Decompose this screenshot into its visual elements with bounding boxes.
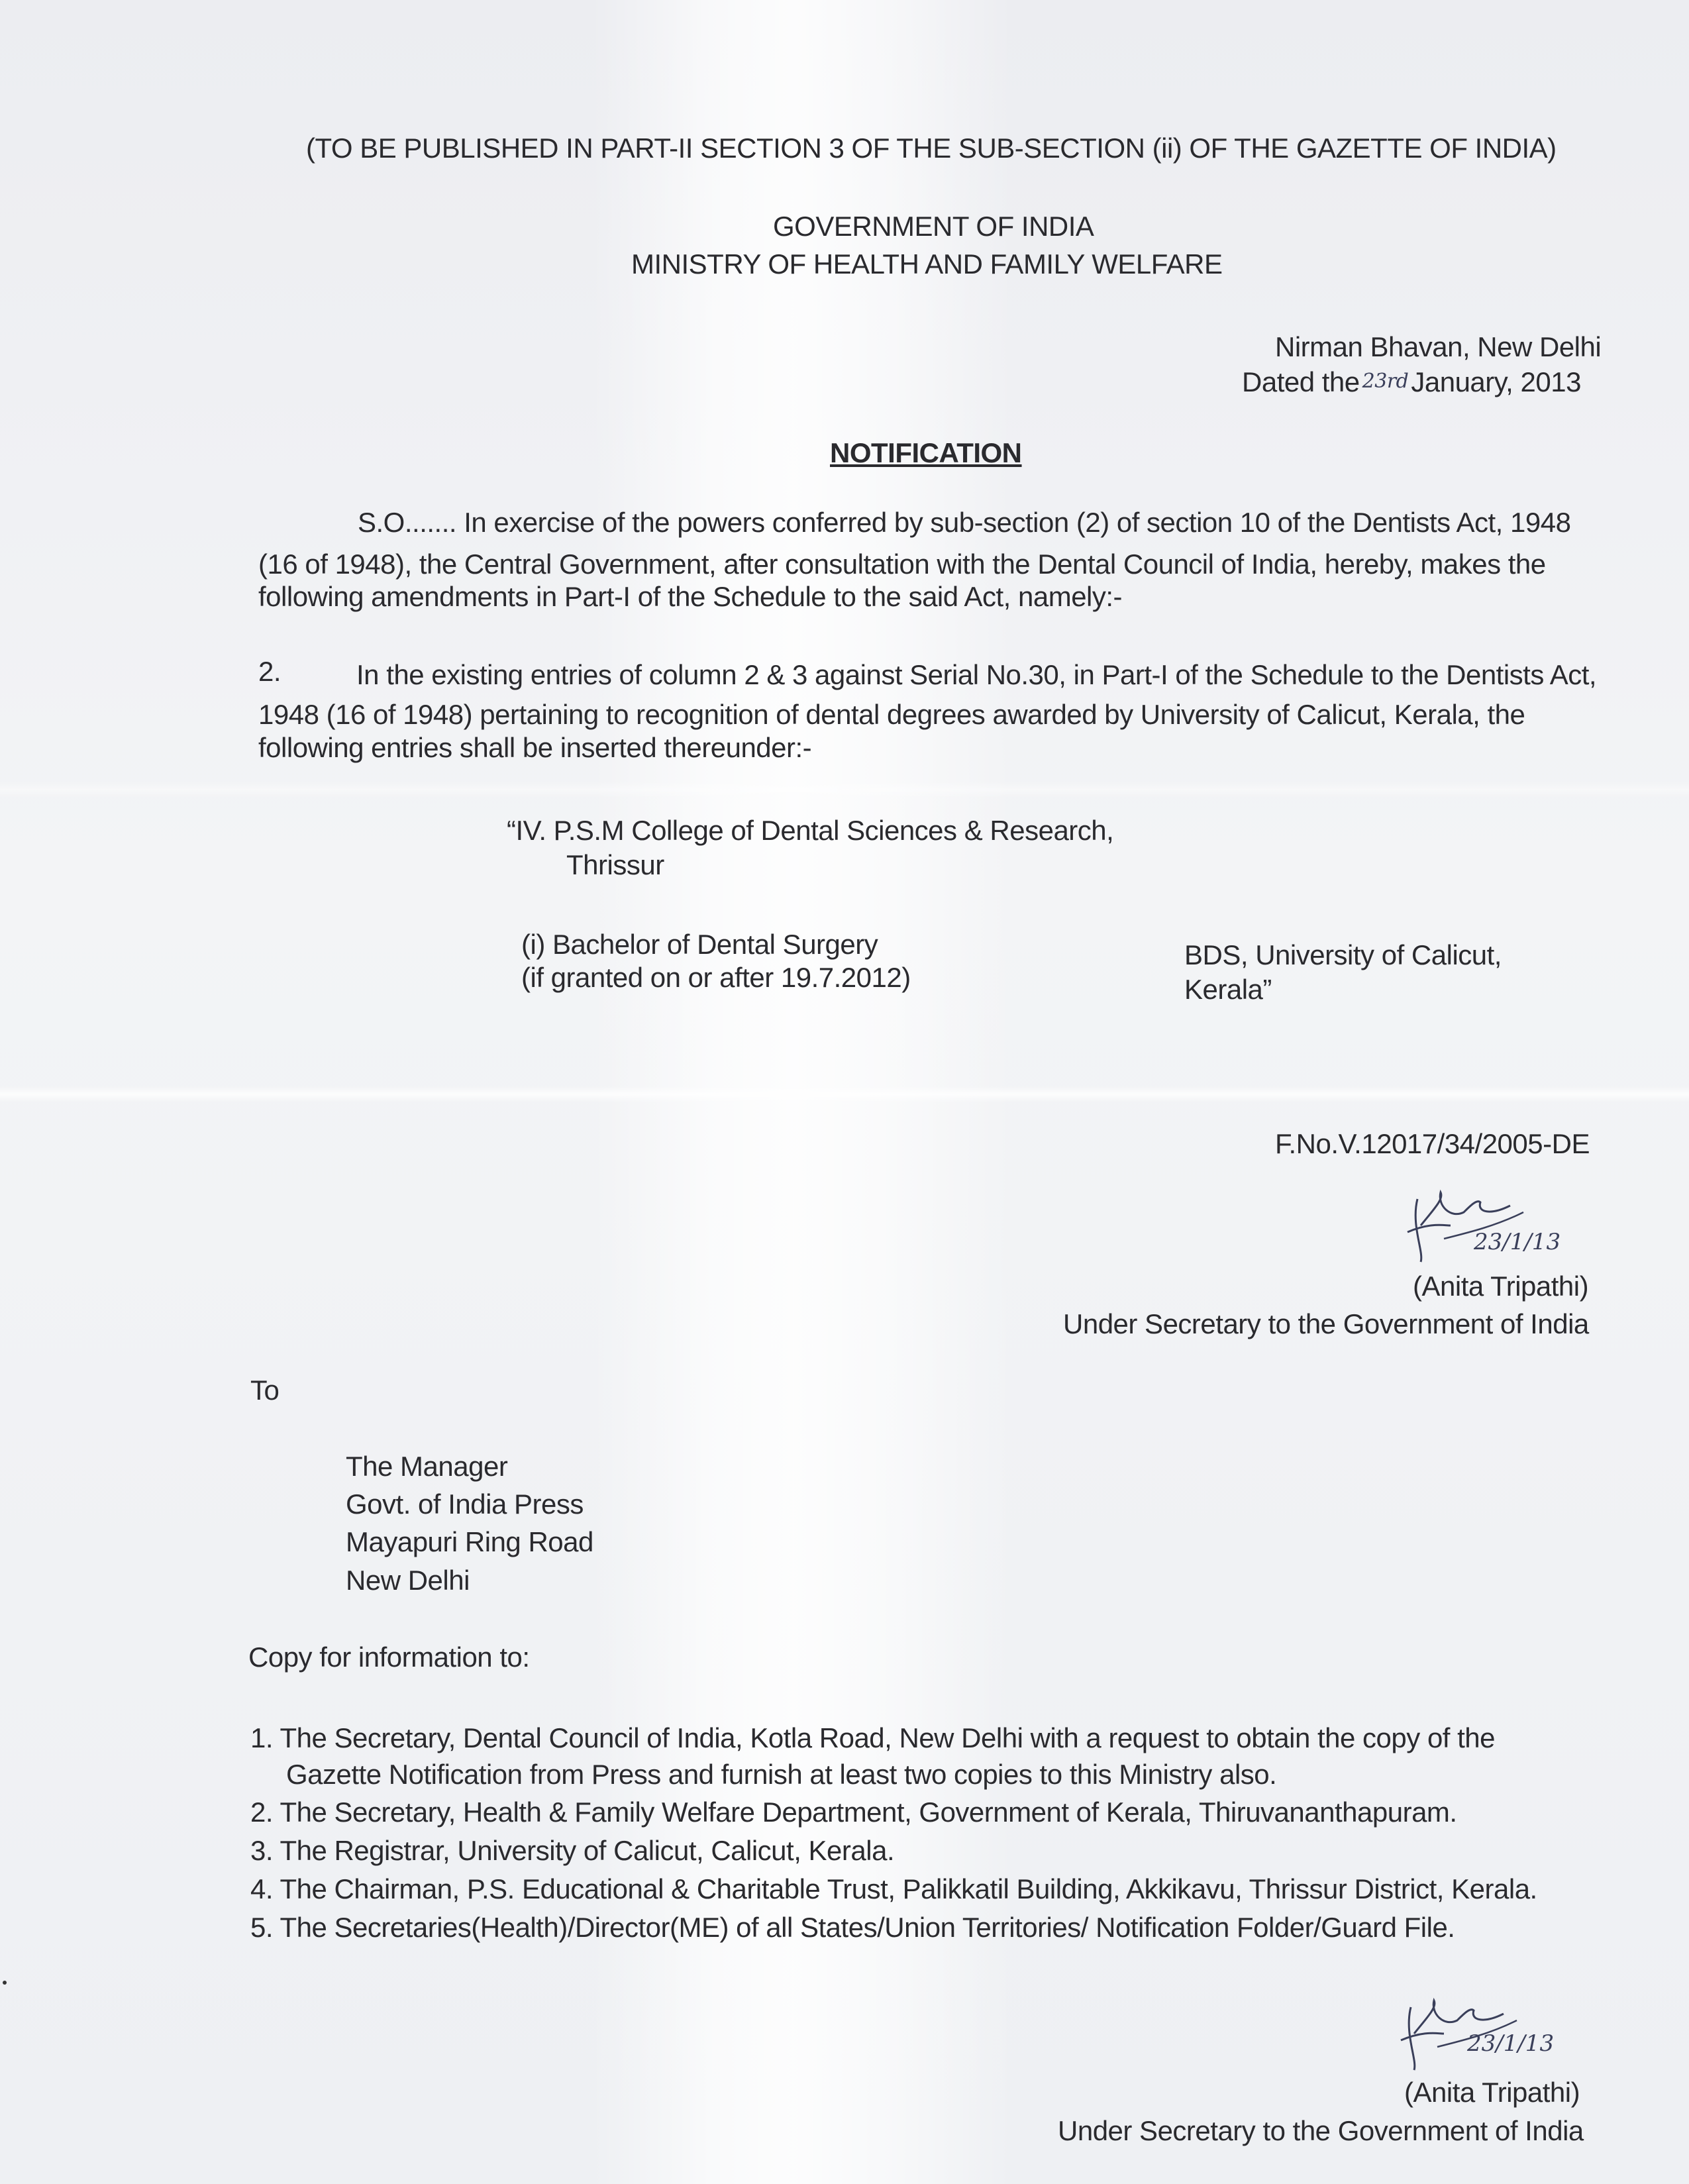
para1-line1: S.O....... In exercise of the powers conferred by sub-section (2) of section 10 of the Dentists Act, 1948 [358, 507, 1571, 538]
signatory-designation: Under Secretary to the Government of India [1063, 1308, 1589, 1339]
ministry-heading: MINISTRY OF HEALTH AND FAMILY WELFARE [631, 248, 1223, 280]
copy-item: 1. The Secretary, Dental Council of India, Kotla Road, New Delhi with a request to obtain the copy of the [250, 1722, 1496, 1753]
college-line2: Thrissur [566, 849, 664, 880]
notification-title: NOTIFICATION [830, 437, 1022, 468]
abbr-line2: Kerala” [1184, 974, 1272, 1005]
copy-item: 5. The Secretaries(Health)/Director(ME) of all States/Union Territories/ Notification Folder/Guard File. [250, 1912, 1455, 1943]
address-line: New Delhi [346, 1565, 470, 1596]
para2-number: 2. [258, 656, 282, 687]
degree-line2: (if granted on or after 19.7.2012) [521, 962, 911, 993]
para2-line2: 1948 (16 of 1948) pertaining to recognition of dental degrees awarded by University of Calicut, Kerala, the [258, 699, 1525, 730]
signatory2-designation: Under Secretary to the Government of India [1058, 2115, 1584, 2146]
date-line [1242, 366, 1581, 398]
date-suffix: January, 2013 [1411, 366, 1581, 397]
para1-line2: (16 of 1948), the Central Government, after consultation with the Dental Council of India, hereby, makes the [258, 548, 1546, 580]
address-line: The Manager [346, 1451, 508, 1482]
signature-2-date: 23/1/13 [1467, 2030, 1555, 2057]
date-handwritten: 23rd [1362, 370, 1409, 393]
government-heading: GOVERNMENT OF INDIA [773, 211, 1094, 242]
publication-note: (TO BE PUBLISHED IN PART-II SECTION 3 OF THE SUB-SECTION (ii) OF THE GAZETTE OF INDIA) [306, 132, 1557, 164]
address-line: Govt. of India Press [346, 1488, 584, 1520]
margin-mark [3, 1981, 7, 1985]
place: Nirman Bhavan, New Delhi [1275, 331, 1602, 362]
para2-line3: following entries shall be inserted thereunder:- [258, 732, 812, 763]
abbr-line1: BDS, University of Calicut, [1184, 939, 1502, 970]
degree-line1: (i) Bachelor of Dental Surgery [521, 929, 878, 960]
file-number: F.No.V.12017/34/2005-DE [1275, 1128, 1590, 1159]
copy-item: Gazette Notification from Press and furnish at least two copies to this Ministry also. [286, 1759, 1277, 1790]
to-label: To [250, 1375, 280, 1406]
copy-item: 3. The Registrar, University of Calicut, Calicut, Kerala. [250, 1835, 895, 1866]
signatory2-name: (Anita Tripathi) [1404, 2077, 1580, 2108]
signature-1-date: 23/1/13 [1474, 1229, 1561, 1255]
paper-fold [0, 1086, 1689, 1102]
date-prefix: Dated the [1242, 366, 1360, 397]
para1-line3: following amendments in Part-I of the Schedule to the said Act, namely:- [258, 581, 1123, 612]
address-line: Mayapuri Ring Road [346, 1526, 593, 1557]
signatory-name: (Anita Tripathi) [1413, 1271, 1589, 1302]
paper-fold [0, 782, 1689, 798]
copy-item: 4. The Chairman, P.S. Educational & Charitable Trust, Palikkatil Building, Akkikavu, Thrissur District, Kerala. [250, 1873, 1537, 1904]
college-line1: “IV. P.S.M College of Dental Sciences & Research, [507, 815, 1114, 846]
copy-item: 2. The Secretary, Health & Family Welfare Department, Government of Kerala, Thiruvananthapuram. [250, 1796, 1457, 1828]
copy-label: Copy for information to: [248, 1641, 530, 1673]
para2-line1: In the existing entries of column 2 & 3 against Serial No.30, in Part-I of the Schedule to the Dentists Act, [356, 659, 1597, 690]
